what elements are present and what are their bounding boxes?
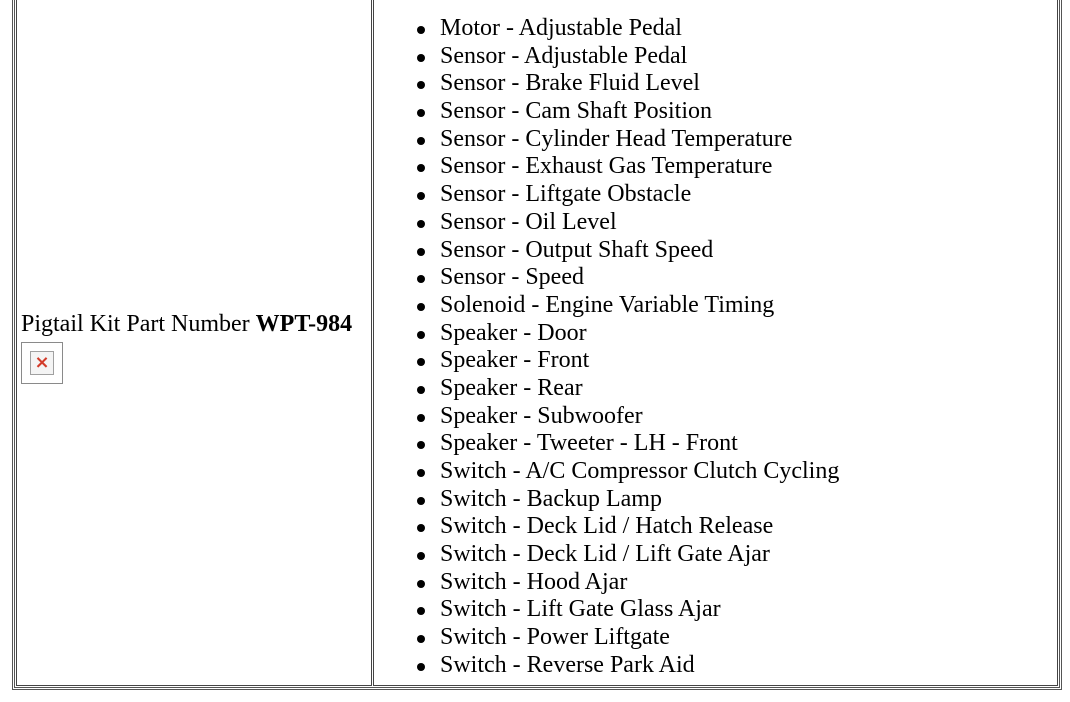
bullet-icon — [417, 164, 425, 172]
list-item — [374, 458, 839, 486]
bullet-icon — [417, 54, 425, 62]
bullet-icon — [417, 663, 425, 671]
list-item-label: Switch - Deck Lid / Hatch Release — [440, 513, 774, 540]
bullet-icon — [417, 469, 425, 477]
bullet-icon — [417, 552, 425, 560]
bullet-icon — [417, 524, 425, 532]
list-item-label: Speaker - Rear — [440, 374, 583, 401]
list-item — [374, 486, 839, 514]
list-item — [374, 541, 839, 569]
list-item — [374, 15, 839, 43]
bullet-icon — [417, 386, 425, 394]
list-item — [374, 43, 839, 71]
list-item-label: Sensor - Cam Shaft Position — [440, 98, 713, 125]
list-item — [374, 347, 839, 375]
list-item — [374, 209, 839, 237]
list-item — [374, 569, 839, 597]
bullet-icon — [417, 109, 425, 117]
bullet-icon — [417, 248, 425, 256]
list-item-label: Speaker - Front — [440, 347, 590, 374]
list-item-label: Solenoid - Engine Variable Timing — [440, 291, 775, 318]
bullet-icon — [417, 192, 425, 200]
list-item-label: Sensor - Adjustable Pedal — [440, 42, 688, 69]
list-item — [374, 181, 839, 209]
parts-list — [374, 15, 839, 680]
list-item — [374, 126, 839, 154]
bullet-icon — [417, 275, 425, 283]
bullet-icon — [417, 331, 425, 339]
list-item — [374, 320, 839, 348]
list-item-label: Sensor - Brake Fluid Level — [440, 70, 700, 97]
list-item — [374, 652, 839, 680]
list-item-label: Switch - Hood Ajar — [440, 568, 628, 595]
list-item — [374, 98, 839, 126]
kit-label-line — [21, 310, 352, 338]
list-item-label: Sensor - Exhaust Gas Temperature — [440, 153, 773, 180]
list-item-label: Switch - Lift Gate Glass Ajar — [440, 596, 721, 623]
list-item — [374, 292, 839, 320]
bullet-icon — [417, 137, 425, 145]
bullet-icon — [417, 635, 425, 643]
list-item-label: Motor - Adjustable Pedal — [440, 15, 682, 41]
list-item-label: Sensor - Liftgate Obstacle — [440, 181, 692, 208]
list-item-label: Sensor - Cylinder Head Temperature — [440, 125, 793, 152]
list-item — [374, 264, 839, 292]
list-item-label: Switch - A/C Compressor Clutch Cycling — [440, 458, 840, 484]
list-item — [374, 153, 839, 181]
parts-cell — [373, 0, 1058, 686]
broken-image-icon: × — [21, 342, 63, 384]
bullet-icon — [417, 607, 425, 615]
list-item-label: Speaker - Subwoofer — [440, 402, 643, 429]
bullet-icon — [417, 81, 425, 89]
list-item — [374, 430, 839, 458]
bullet-icon — [417, 26, 425, 34]
list-item-label: Switch - Deck Lid / Lift Gate Ajar — [440, 541, 770, 568]
list-item-label: Sensor - Oil Level — [440, 208, 617, 235]
list-item-label: Switch - Reverse Park Aid — [440, 651, 695, 678]
kit-cell — [16, 0, 372, 686]
bullet-icon — [417, 497, 425, 505]
list-item-label: Switch - Power Liftgate — [440, 624, 670, 651]
kit-part-number: WPT-984 — [255, 311, 353, 337]
bullet-icon — [417, 358, 425, 366]
list-item — [374, 375, 839, 403]
bullet-icon — [417, 303, 425, 311]
list-item — [374, 70, 839, 98]
kit-label: Pigtail Kit Part Number — [21, 311, 250, 337]
list-item-label: Speaker - Tweeter - LH - Front — [440, 430, 738, 457]
list-item — [374, 596, 839, 624]
list-item — [374, 237, 839, 265]
list-item-label: Switch - Backup Lamp — [440, 485, 662, 512]
list-item — [374, 403, 839, 431]
list-item-label: Sensor - Output Shaft Speed — [440, 236, 714, 263]
list-item-label: Sensor - Speed — [440, 264, 584, 291]
list-item — [374, 624, 839, 652]
bullet-icon — [417, 580, 425, 588]
bullet-icon — [417, 441, 425, 449]
bullet-icon — [417, 220, 425, 228]
bullet-icon — [417, 414, 425, 422]
list-item — [374, 513, 839, 541]
list-item-label: Speaker - Door — [440, 319, 587, 346]
